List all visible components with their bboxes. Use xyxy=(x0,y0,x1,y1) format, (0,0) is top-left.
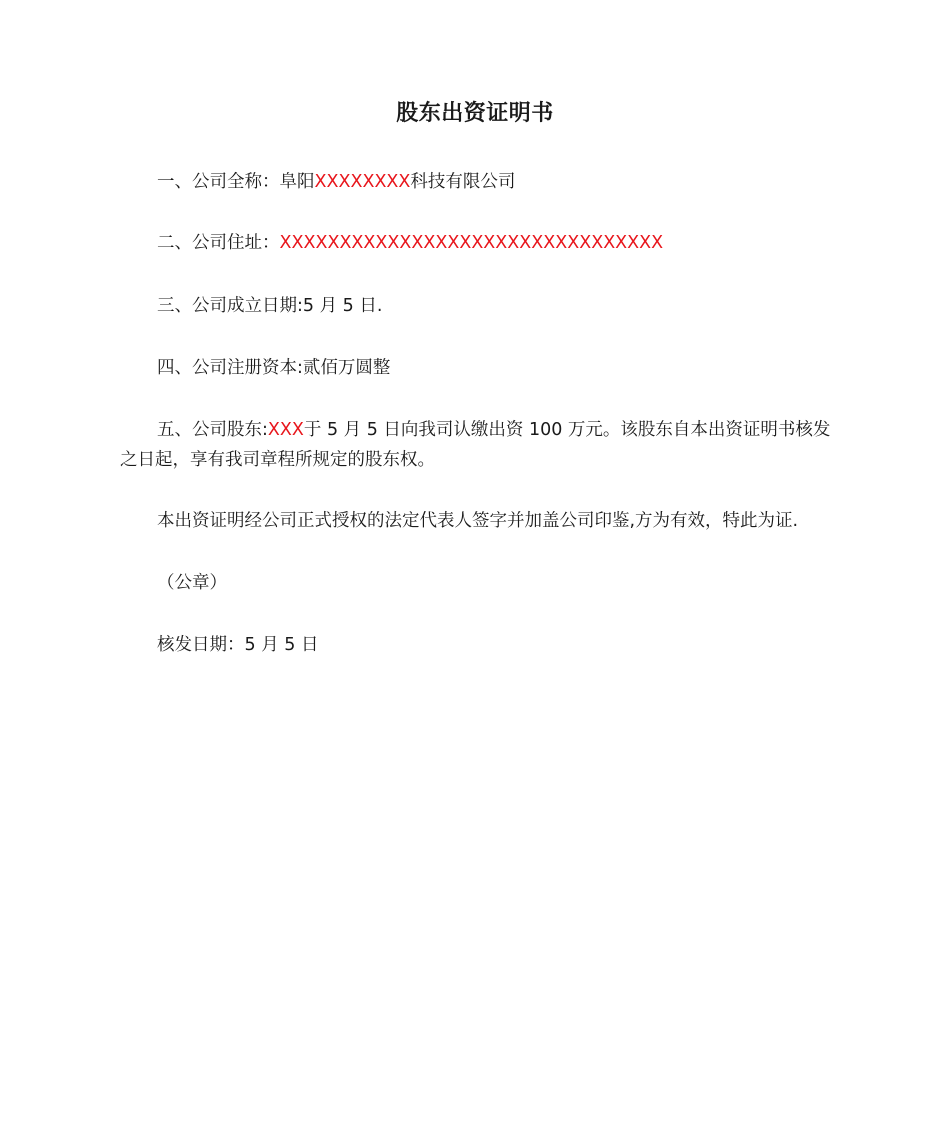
seal-label: （公章） xyxy=(157,573,227,593)
established-date-line: 三、公司成立日期:5 月 5 日. xyxy=(157,296,383,316)
shareholder-placeholder: XXX xyxy=(267,420,304,440)
document-title: 股东出资证明书 xyxy=(396,101,554,126)
company-address-placeholder: XXXXXXXXXXXXXXXXXXXXXXXXXXXXXXXX xyxy=(279,233,664,253)
validity-statement: 本出资证明经公司正式授权的法定代表人签字并加盖公司印鉴,方为有效，特此为证. xyxy=(157,511,799,531)
registered-capital-line: 四、公司注册资本:贰佰万圆整 xyxy=(157,358,391,378)
company-name-prefix: 一、公司全称：阜阳 xyxy=(157,172,315,192)
company-name-suffix: 科技有限公司 xyxy=(410,172,516,192)
shareholder-paragraph xyxy=(120,415,832,475)
company-name-placeholder: XXXXXXXX xyxy=(314,172,411,192)
company-address-prefix: 二、公司住址： xyxy=(157,233,280,253)
company-address-line xyxy=(120,228,832,258)
shareholder-suffix: 于 5 月 5 日向我司认缴出资 100 万元。该股东自本出资证明书核发之日起，享有我司章程所规定的股东权。 xyxy=(120,420,831,470)
shareholder-prefix: 五、公司股东: xyxy=(157,420,268,440)
issue-date-line: 核发日期：5 月 5 日 xyxy=(157,635,319,655)
company-name-line xyxy=(120,167,832,197)
